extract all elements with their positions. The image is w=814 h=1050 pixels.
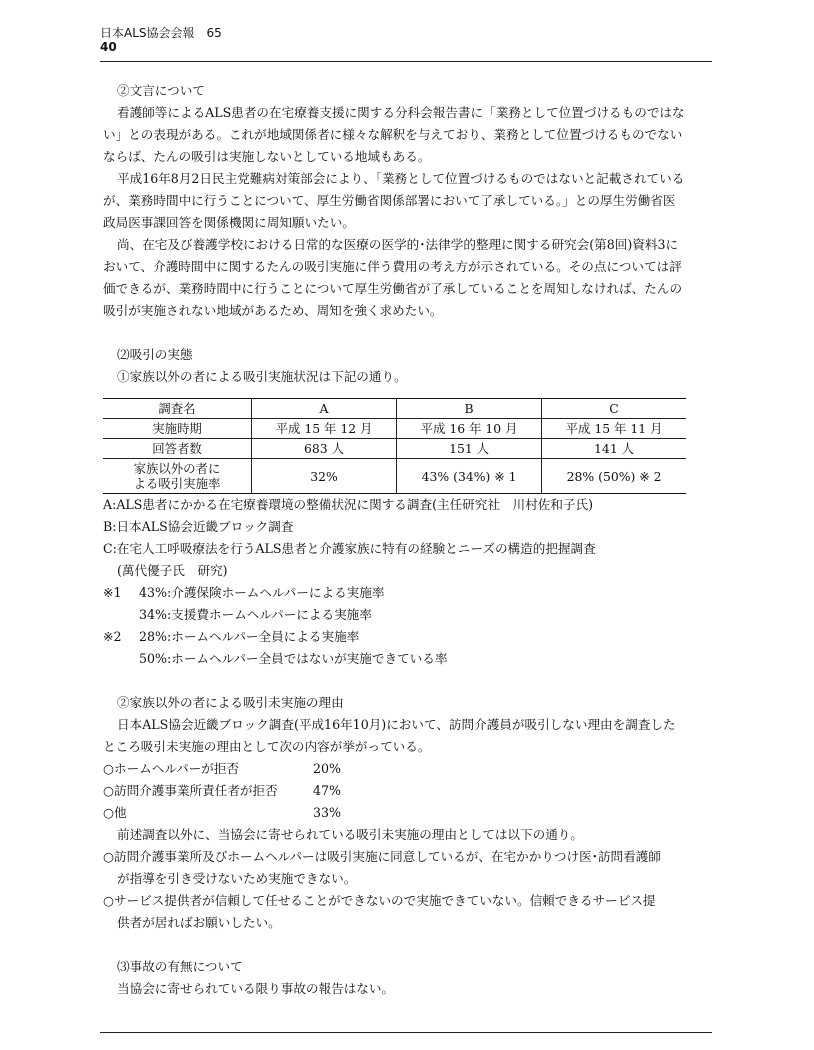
note-b: B:日本ALS協会近畿ブロック調査 xyxy=(103,519,294,534)
spacer xyxy=(103,388,688,398)
footer-rule xyxy=(100,1032,712,1033)
bullet-line: 供者が居ればお願いしたい。 xyxy=(117,915,281,930)
reason-value: 47% xyxy=(313,783,341,798)
section-heading-wording: ②文言について xyxy=(117,83,205,98)
table-cell: B xyxy=(397,399,542,419)
table-cell: 実施時期 xyxy=(103,419,252,439)
paragraph: 平成16年8月2日民主党難病対策部会により、「業務として位置づけるものではないと記載されているが、業務時間中に行うことについて、厚生労働省関係部署において了承している。」との厚生労働省医政局医事課回答を関係機関に周知願いたい。 xyxy=(103,171,685,230)
page-body xyxy=(103,80,688,1000)
paragraph: 日本ALS協会近畿ブロック調査(平成16年10月)において、訪問介護員が吸引しない理由を調査したところ吸引未実施の理由として次の内容が挙がっている。 xyxy=(103,717,676,754)
paragraph: 当協会に寄せられている限り事故の報告はない。 xyxy=(117,981,395,996)
sub-heading-suction-status: ①家族以外の者による吸引実施状況は下記の通り。 xyxy=(117,369,407,384)
reason-label: ○他 xyxy=(103,805,127,820)
table-cell: C xyxy=(542,399,686,419)
footnote-text: 50%:ホームヘルパー全員ではないが実施できている率 xyxy=(139,651,448,666)
table-cell: 平成 16 年 10 月 xyxy=(397,419,542,439)
table-cell: 43% (34%) ※ 1 xyxy=(397,459,542,494)
bullet-line: ○サービス提供者が信頼して任せることができないので実施できていない。信頼できるサービス提 xyxy=(103,893,656,908)
spacer xyxy=(103,322,688,344)
table-cell: 回答者数 xyxy=(103,439,252,459)
note-c-continued: (萬代優子氏 研究) xyxy=(117,563,228,578)
spacer xyxy=(103,934,688,956)
reason-label: ○ホームヘルパーが拒否 xyxy=(103,761,240,776)
table-cell: 調査名 xyxy=(103,399,252,419)
table-cell: 32% xyxy=(252,459,397,494)
table-cell: 平成 15 年 12 月 xyxy=(252,419,397,439)
spacer xyxy=(103,670,688,692)
cell-line: よる吸引実施率 xyxy=(133,476,221,491)
note-c: C:在宅人工呼吸療法を行うALS患者と介護家族に特有の経験とニーズの構造的把握調査 xyxy=(103,541,596,556)
list-item xyxy=(103,758,688,780)
note-a: A:ALS患者にかかる在宅療養環境の整備状況に関する調査(主任研究社 川村佐和子氏) xyxy=(103,497,594,512)
table-cell: 141 人 xyxy=(542,439,686,459)
running-header xyxy=(100,26,222,54)
table-cell xyxy=(103,459,252,494)
list-item xyxy=(103,802,688,824)
section-heading-suction: ⑵吸引の実態 xyxy=(117,347,193,362)
table-cell: 平成 15 年 11 月 xyxy=(542,419,686,439)
table-cell: 28% (50%) ※ 2 xyxy=(542,459,686,494)
table-row xyxy=(103,419,686,439)
reason-value: 33% xyxy=(313,805,341,820)
survey-table xyxy=(103,398,686,494)
bullet-line: が指導を引き受けないため実施できない。 xyxy=(117,871,357,886)
footnote-2 xyxy=(103,626,688,648)
table-cell: 151 人 xyxy=(397,439,542,459)
section-heading-accidents: ⑶事故の有無について xyxy=(117,959,243,974)
footnote-text: 28%:ホームヘルパー全員による実施率 xyxy=(139,629,360,644)
table-row xyxy=(103,399,686,419)
footnote-mark: ※2 xyxy=(103,629,122,644)
table-cell: A xyxy=(252,399,397,419)
bullet-line: ○訪問介護事業所及びホームヘルパーは吸引実施に同意しているが、在宅かかりつけ医･訪問看護師 xyxy=(103,849,661,864)
reason-label: ○訪問介護事業所責任者が拒否 xyxy=(103,783,278,798)
reason-value: 20% xyxy=(313,761,341,776)
journal-title: 日本ALS協会会報 65 xyxy=(100,26,222,40)
footnote-text: 43%:介護保険ホームヘルパーによる実施率 xyxy=(139,585,385,600)
paragraph: 前述調査以外に、当協会に寄せられている吸引未実施の理由としては以下の通り。 xyxy=(117,827,583,842)
table-row xyxy=(103,459,686,494)
page-number: 40 xyxy=(100,40,117,54)
list-item xyxy=(103,780,688,802)
paragraph: 看護師等によるALS患者の在宅療養支援に関する分科会報告書に「業務として位置づけるものではない」との表現がある。これが地域関係者に様々な解釈を与えており、業務として位置づけるものでないならば、たんの吸引は実施しないとしている地域もある。 xyxy=(103,105,685,164)
cell-line: 家族以外の者に xyxy=(133,461,221,476)
header-rule xyxy=(100,61,712,62)
table-cell: 683 人 xyxy=(252,439,397,459)
footnote-1 xyxy=(103,582,688,604)
footnote-mark: ※1 xyxy=(103,585,122,600)
table-row xyxy=(103,439,686,459)
section-heading-nonimplementation: ②家族以外の者による吸引未実施の理由 xyxy=(117,695,344,710)
footnote-text: 34%:支援費ホームヘルパーによる実施率 xyxy=(139,607,372,622)
paragraph: 尚、在宅及び養護学校における日常的な医療の医学的･法律学的整理に関する研究会(第8回)資料3において、介護時間中に関するたんの吸引実施に伴う費用の考え方が示されている。その点については評価できるが、業務時間中に行うことについて厚生労働省が了承していることを周知しなければ、たんの吸引が実施されない地域があるため、周知を強く求めたい。 xyxy=(103,237,683,318)
